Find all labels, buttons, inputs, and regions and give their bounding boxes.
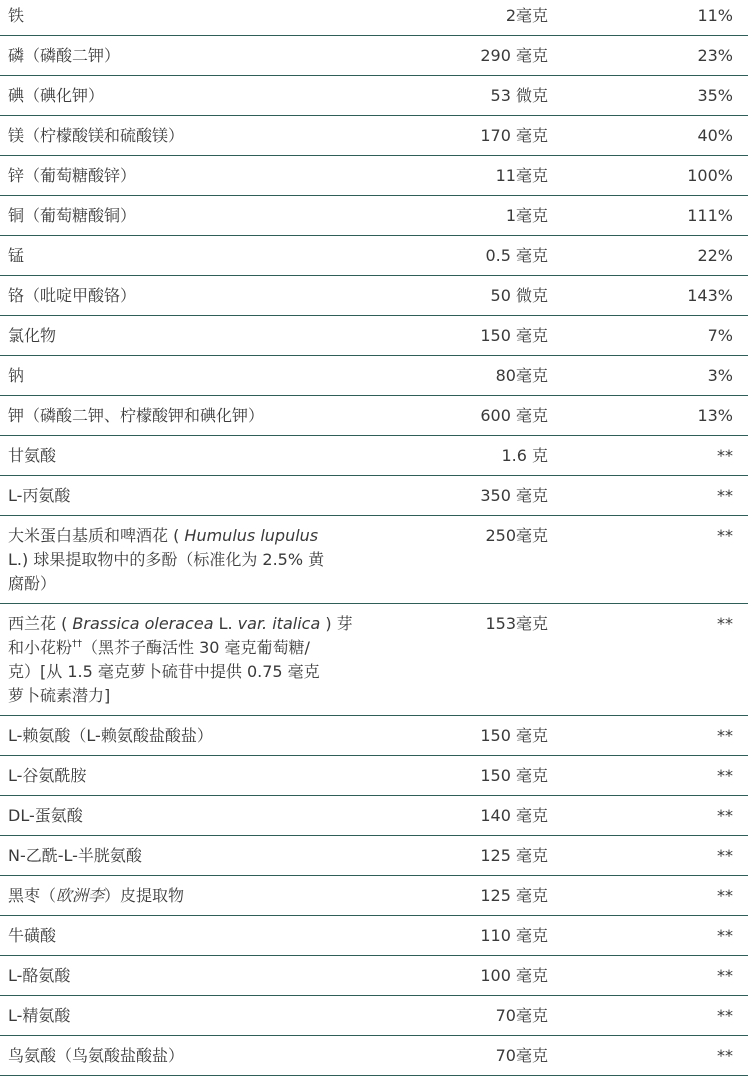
nutrient-name: 锰: [8, 246, 25, 265]
name-line: [8, 612, 354, 636]
nutrient-amount: 100 毫克: [480, 966, 548, 985]
daily-value-percent: 111%: [687, 206, 733, 225]
daily-value-percent: 3%: [707, 366, 733, 385]
nutrient-amount: 170 毫克: [480, 126, 548, 145]
daily-value-percent: **: [717, 486, 733, 505]
nutrient-amount: 150 毫克: [480, 766, 548, 785]
daily-value-percent: 143%: [687, 286, 733, 305]
nutrient-amount: 150 毫克: [480, 326, 548, 345]
name-line: [8, 548, 354, 572]
nutrient-name: [0, 612, 354, 708]
nutrient-name: L-精氨酸: [8, 1006, 71, 1025]
name-text: 腐酚）: [8, 574, 57, 593]
nutrient-row: [0, 796, 748, 836]
nutrient-name: L-丙氨酸: [8, 486, 71, 505]
nutrient-row: [0, 716, 748, 756]
nutrient-row: [0, 756, 748, 796]
daily-value-percent: 13%: [697, 406, 733, 425]
nutrient-name: 铁: [8, 6, 25, 25]
daily-value-percent: **: [717, 846, 733, 865]
name-text: 和小花粉: [8, 638, 73, 657]
nutrient-row: [0, 316, 748, 356]
name-line: [8, 572, 354, 596]
nutrient-name: 磷（磷酸二钾）: [8, 46, 121, 65]
nutrient-name: [0, 524, 354, 596]
nutrient-row: [0, 436, 748, 476]
name-line: [8, 636, 354, 660]
nutrient-row: [0, 156, 748, 196]
nutrient-name: L-酪氨酸: [8, 966, 71, 985]
nutrient-amount: 600 毫克: [480, 406, 548, 425]
nutrient-row: [0, 0, 748, 36]
nutrient-name: 鸟氨酸（鸟氨酸盐酸盐）: [8, 1046, 185, 1065]
nutrient-row: [0, 996, 748, 1036]
name-text: ）皮提取物: [104, 886, 185, 905]
daily-value-percent: 22%: [697, 246, 733, 265]
name-text: 大米蛋白基质和啤酒花 (: [8, 526, 185, 545]
daily-value-percent: 7%: [707, 326, 733, 345]
plant-name: 欧洲李: [56, 886, 105, 905]
daily-value-percent: **: [717, 926, 733, 945]
nutrient-row: [0, 236, 748, 276]
nutrient-name: 甘氨酸: [8, 446, 57, 465]
name-text: 萝卜硫素潜力]: [8, 686, 111, 705]
nutrient-amount: 350 毫克: [480, 486, 548, 505]
nutrient-row: [0, 476, 748, 516]
nutrient-name: DL-蛋氨酸: [8, 806, 83, 825]
nutrient-amount: 150 毫克: [480, 726, 548, 745]
nutrient-amount: 290 毫克: [480, 46, 548, 65]
nutrient-name: L-赖氨酸（L-赖氨酸盐酸盐）: [8, 726, 213, 745]
nutrient-row: [0, 116, 748, 156]
nutrient-amount: 250毫克: [485, 526, 548, 545]
daily-value-percent: **: [717, 966, 733, 985]
name-text: 西兰花 (: [8, 614, 73, 633]
daily-value-percent: 23%: [697, 46, 733, 65]
nutrient-amount: 1.6 克: [501, 446, 548, 465]
nutrient-row: [0, 516, 748, 604]
daily-value-percent: **: [717, 726, 733, 745]
daily-value-percent: 35%: [697, 86, 733, 105]
nutrient-row: [0, 836, 748, 876]
name-text: （黑芥子酶活性 30 毫克葡萄糖/: [82, 638, 310, 657]
nutrient-amount: 2毫克: [505, 6, 548, 25]
nutrient-amount: 153毫克: [485, 614, 548, 633]
nutrient-row: [0, 196, 748, 236]
nutrient-amount: 70毫克: [495, 1046, 548, 1065]
nutrient-amount: 0.5 毫克: [485, 246, 548, 265]
daily-value-percent: **: [717, 526, 733, 545]
nutrient-amount: 125 毫克: [480, 846, 548, 865]
nutrient-name: 铬（吡啶甲酸铬）: [8, 286, 137, 305]
nutrient-row: [0, 876, 748, 916]
daily-value-percent: **: [717, 766, 733, 785]
nutrient-amount: 140 毫克: [480, 806, 548, 825]
nutrient-name: [0, 884, 354, 908]
name-line: [8, 684, 354, 708]
latin-name: Brassica oleracea: [72, 614, 214, 633]
nutrient-row: [0, 396, 748, 436]
nutrient-name: 牛磺酸: [8, 926, 57, 945]
name-line: [8, 524, 354, 548]
nutrient-amount: 11毫克: [495, 166, 548, 185]
daily-value-percent: **: [717, 614, 733, 633]
nutrient-amount: 125 毫克: [480, 886, 548, 905]
nutrient-name: 氯化物: [8, 326, 57, 345]
nutrient-row: [0, 276, 748, 316]
nutrient-amount: 1毫克: [505, 206, 548, 225]
footnote-marker: ††: [72, 638, 83, 650]
nutrient-name: 钠: [8, 366, 25, 385]
daily-value-percent: 11%: [697, 6, 733, 25]
nutrient-row: [0, 76, 748, 116]
nutrient-name: 镁（柠檬酸镁和硫酸镁）: [8, 126, 185, 145]
name-line: [8, 660, 354, 684]
daily-value-percent: **: [717, 806, 733, 825]
nutrient-amount: 53 微克: [490, 86, 548, 105]
daily-value-percent: **: [717, 446, 733, 465]
name-text: ) 芽: [320, 614, 353, 633]
nutrient-row: [0, 356, 748, 396]
latin-name: var. italica: [237, 614, 321, 633]
nutrient-name: L-谷氨酰胺: [8, 766, 87, 785]
nutrient-name: 碘（碘化钾）: [8, 86, 105, 105]
nutrient-name: 钾（磷酸二钾、柠檬酸钾和碘化钾）: [8, 406, 265, 425]
daily-value-percent: **: [717, 1046, 733, 1065]
name-text: 黑枣（: [8, 886, 57, 905]
name-text: L.) 球果提取物中的多酚（标准化为 2.5% 黄: [8, 550, 325, 569]
daily-value-percent: 40%: [697, 126, 733, 145]
nutrient-amount: 80毫克: [495, 366, 548, 385]
nutrient-row: [0, 604, 748, 716]
nutrient-row: [0, 1036, 748, 1076]
nutrient-name: 锌（葡萄糖酸锌）: [8, 166, 137, 185]
latin-name: Humulus lupulus: [184, 526, 319, 545]
nutrient-amount: 70毫克: [495, 1006, 548, 1025]
nutrient-row: [0, 956, 748, 996]
daily-value-percent: 100%: [687, 166, 733, 185]
nutrient-name: N-乙酰-L-半胱氨酸: [8, 846, 142, 865]
nutrient-row: [0, 36, 748, 76]
name-text: 克）[从 1.5 毫克萝卜硫苷中提供 0.75 毫克: [8, 662, 320, 681]
daily-value-percent: **: [717, 1006, 733, 1025]
name-text: L.: [213, 614, 238, 633]
nutrient-row: [0, 916, 748, 956]
nutrient-amount: 110 毫克: [480, 926, 548, 945]
daily-value-percent: **: [717, 886, 733, 905]
nutrient-amount: 50 微克: [490, 286, 548, 305]
nutrient-name: 铜（葡萄糖酸铜）: [8, 206, 137, 225]
